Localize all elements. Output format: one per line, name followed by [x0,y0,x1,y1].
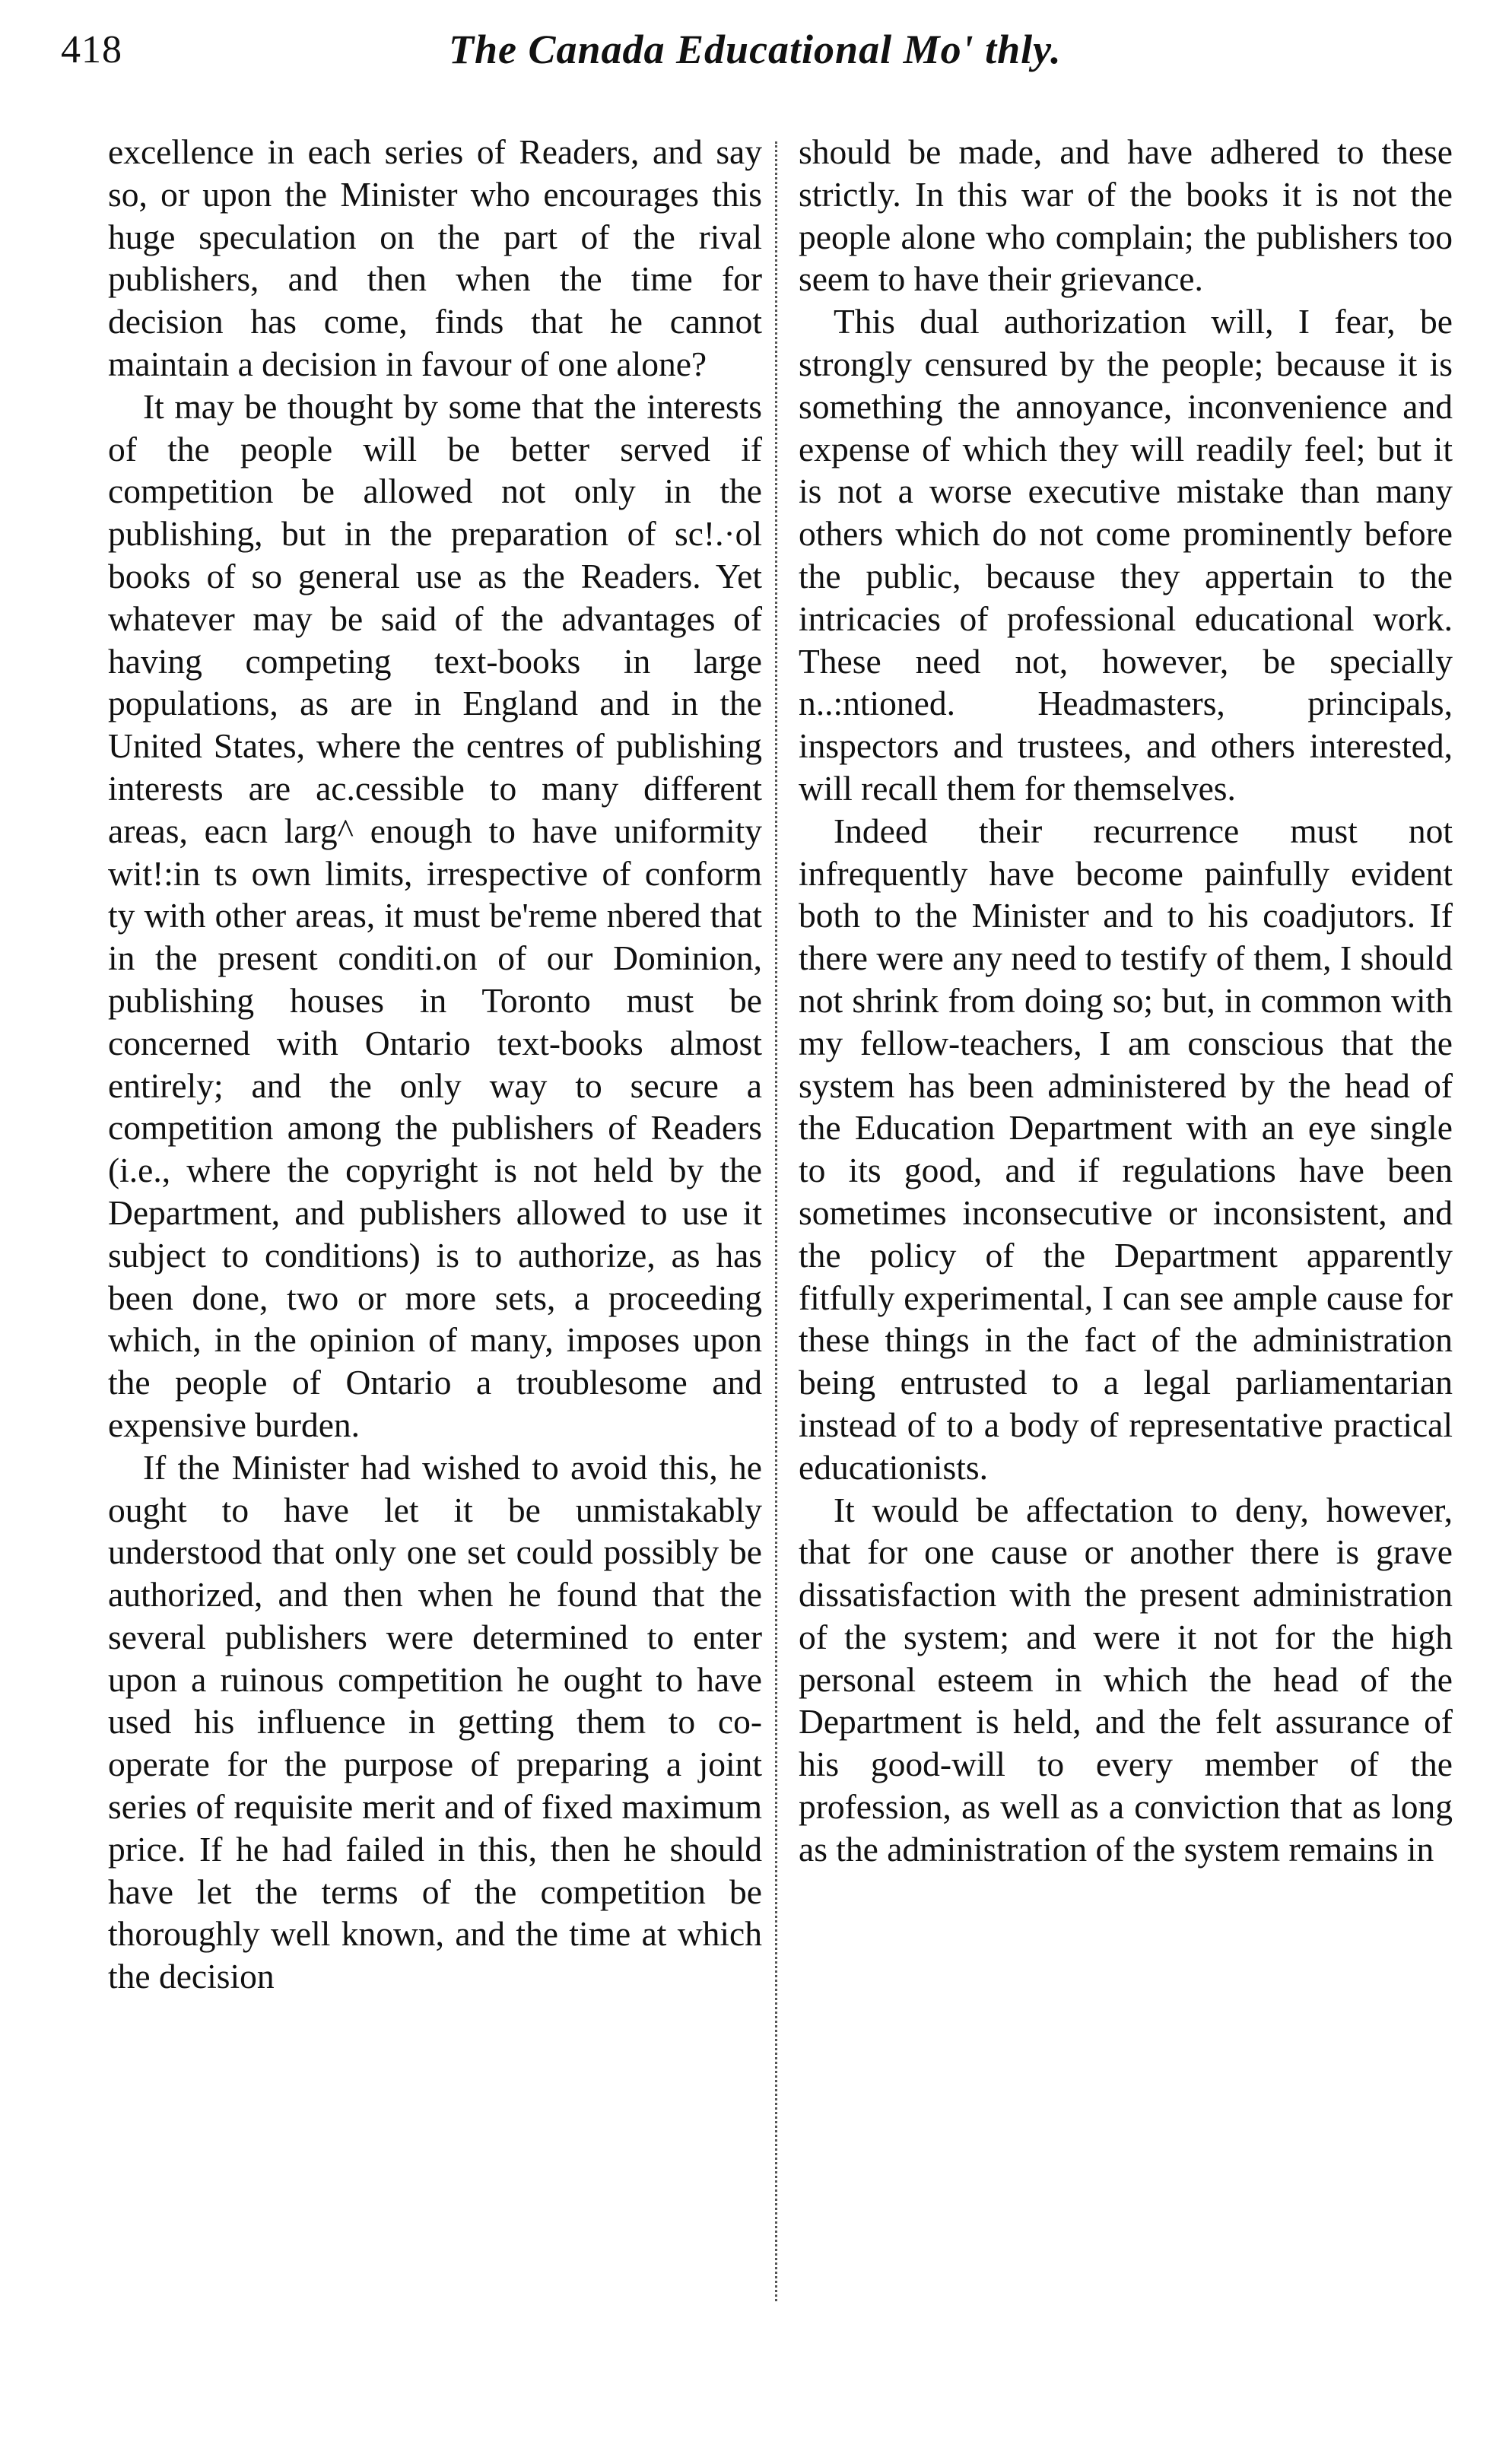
paragraph: It may be thought by some that the interests of the people will be better served if competition be allowed not only in the publishing, but in the preparation of sc!.·ol books of so general use as the Readers. Yet whatever may be said of the advantages of having competing text-books in large populations, as are in England and in the United States, where the centres of publishing interests are ac.cessible to many different areas, eacn larg^ enough to have uniformity wit!:in ts own limits, irrespective of conform ty with other areas, it must be'reme nbered that in the present conditi.on of our Dominion, publishing houses in Toronto must be concerned with Ontario text-books almost entirely; and the only way to secure a competition among the publishers of Readers (i.e., where the copyright is not held by the Department, and publishers allowed to use it subject to conditions) is to authorize, as has been done, two or more sets, a proceeding which, in the opinion of many, imposes upon the people of Ontario a troublesome and expensive burden. [108,386,762,1444]
paragraph: excellence in each series of Readers, and say so, or upon the Minister who encourages this huge speculation on the part of the rival publishers, and then when the time for decision has come, finds that he cannot maintain a decision in favour of one alone? [108,132,762,383]
paragraph: Indeed their recurrence must not infrequently have become painfully evident both to the Minister and to his coadjutors. If there were any need to testify of them, I should not shrink from doing so; but, in common with my fellow-teachers, I am conscious that the system has been administered by the head of the Education Department with an eye single to its good, and if regulations have been sometimes inconsecutive or inconsistent, and the policy of the Department apparently fitfully experimental, I can see ample cause for these things in the fact of the administration being entrusted to a legal parliamentarian instead of to a body of representative practical educationists. [799,811,1453,1487]
page-number: 418 [61,28,122,71]
left-column [108,131,762,1998]
paragraph: This dual authorization will, I fear, be strongly censured by the people; because it is something the annoyance, inconvenience and expense of which they will readily feel; but it is not a worse executive mistake than many others which do not come prominently before the public, because they appertain to the intricacies of professional educational work. These need not, however, be specially n..:ntioned. Headmasters, principals, inspectors and trustees, and others interested, will recall them for themselves. [799,302,1453,808]
paragraph: If the Minister had wished to avoid this, he ought to have let it be unmistakably understood that only one set could possibly be authorized, and then when he found that the several publishers were determined to enter upon a ruinous competition he ought to have used his influence in getting them to co-operate for the purpose of preparing a joint series of requisite merit and of fixed maximum price. If he had failed in this, then he should have let the terms of the competition be thoroughly well known, and the time at which the decision [108,1447,762,1996]
paragraph: It would be affectation to deny, however, that for one cause or another there is grave dissatisfaction with the present administration of the system; and were it not for the high personal esteem in which the head of the Department is held, and the felt assurance of his good-will to every member of the profession, as well as a conviction that as long as the administration of the system remains in [799,1490,1453,1869]
column-divider [775,141,777,2301]
right-column [799,131,1453,1871]
paragraph: should be made, and have adhered to these strictly. In this war of the books it is not the people alone who complain; the publishers too seem to have their grievance. [799,132,1453,299]
running-head-title: The Canada Educational Mo' thly. [449,27,1062,72]
